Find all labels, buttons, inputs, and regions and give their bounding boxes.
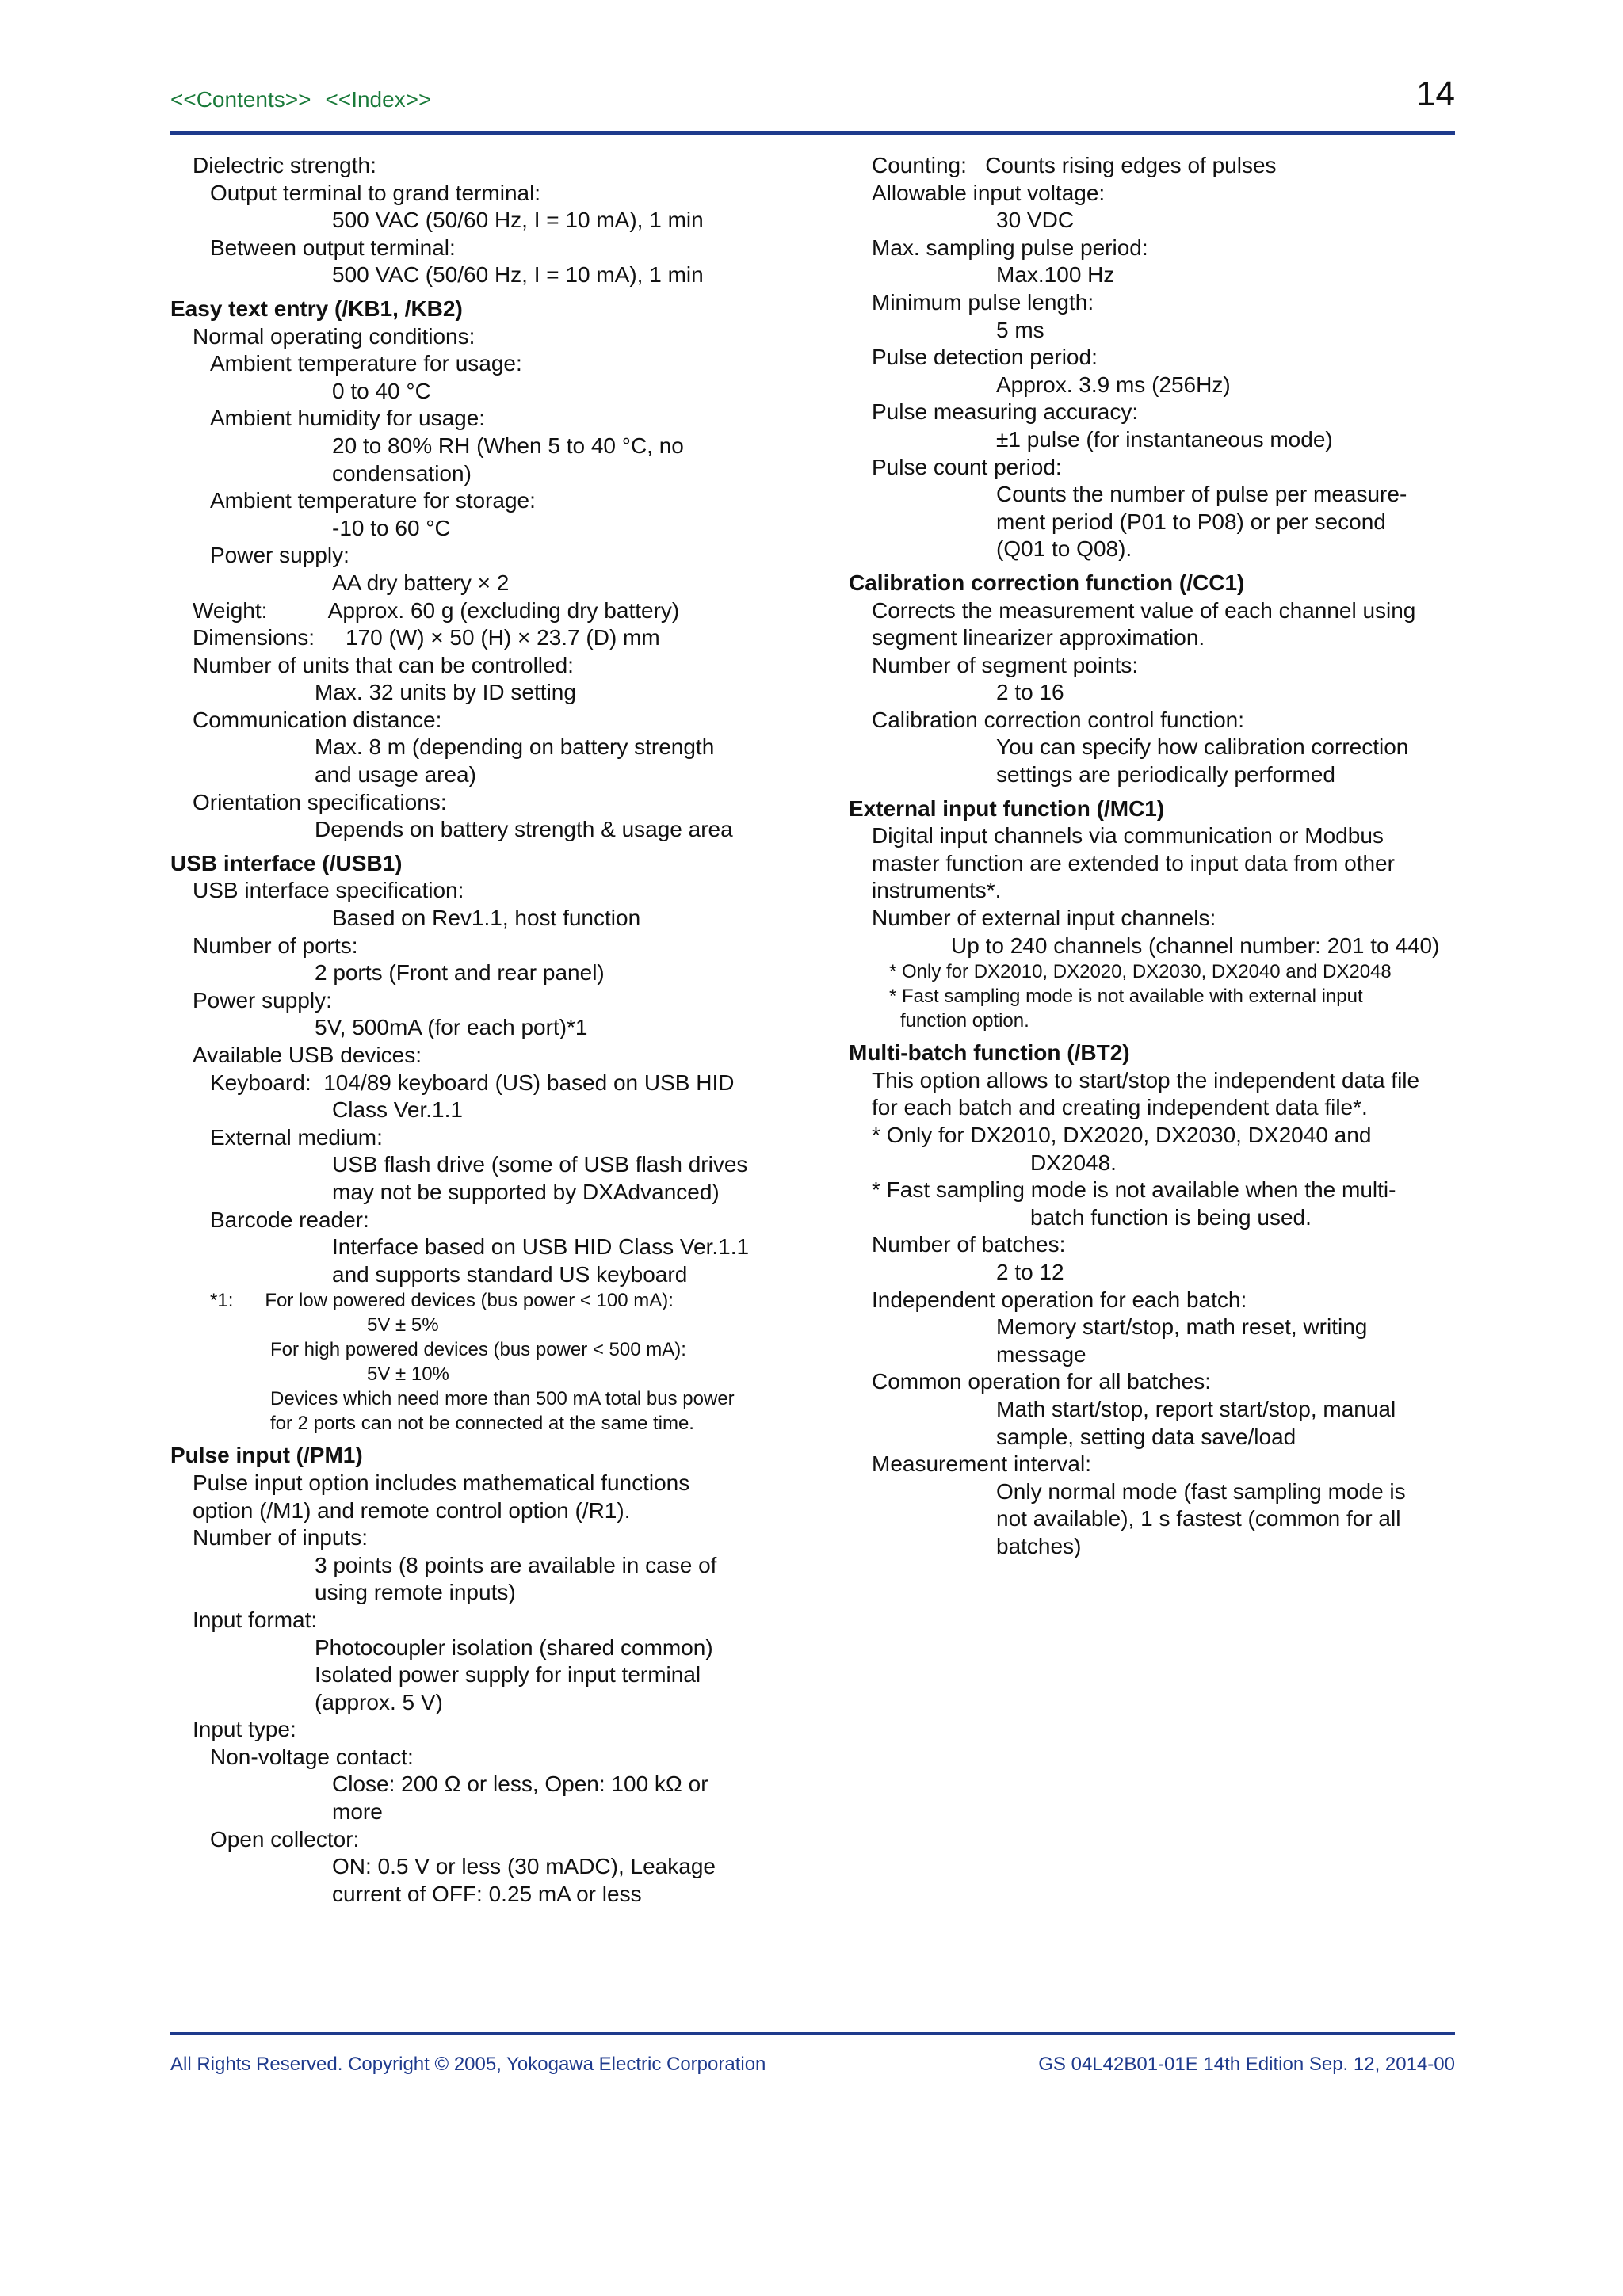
spec-line: ON: 0.5 V or less (30 mADC), Leakage: [332, 1854, 716, 1879]
spec-line: Photocoupler isolation (shared common): [315, 1634, 713, 1660]
spec-line: settings are periodically performed: [996, 762, 1335, 788]
spec-line: condensation): [332, 460, 472, 486]
spec-line: Devices which need more than 500 mA total bus power: [270, 1388, 735, 1410]
spec-line: Number of ports:: [193, 933, 358, 958]
left-column: [170, 152, 852, 1908]
spec-line: Ambient temperature for usage:: [210, 351, 522, 376]
section-heading: Pulse input (/PM1): [170, 1443, 363, 1468]
spec-line: This option allows to start/stop the independent data file: [872, 1067, 1420, 1093]
spec-line: may not be supported by DXAdvanced): [332, 1179, 720, 1204]
spec-line: 5V ± 10%: [367, 1363, 449, 1386]
spec-line: Weight: Approx. 60 g (excluding dry battery): [193, 597, 680, 623]
spec-line: For high powered devices (bus power < 500 mA):: [270, 1339, 686, 1361]
spec-line: -10 to 60 °C: [332, 515, 451, 540]
right-column: [849, 152, 1459, 1561]
spec-line: function option.: [900, 1010, 1029, 1032]
section-heading: USB interface (/USB1): [170, 850, 403, 875]
spec-line: Digital input channels via communication or Modbus: [872, 823, 1384, 849]
spec-line: ±1 pulse (for instantaneous mode): [996, 426, 1333, 452]
spec-line: 500 VAC (50/60 Hz, I = 10 mA), 1 min: [332, 262, 704, 288]
spec-line: Number of inputs:: [193, 1525, 368, 1550]
spec-line: 2 to 12: [996, 1259, 1064, 1284]
spec-line: Pulse measuring accuracy:: [872, 399, 1139, 425]
spec-line: Ambient temperature for storage:: [210, 488, 536, 513]
spec-line: (approx. 5 V): [315, 1689, 443, 1714]
spec-line: Keyboard: 104/89 keyboard (US) based on USB HID: [210, 1070, 735, 1095]
spec-line: Input format:: [193, 1607, 318, 1632]
page-number: 14: [1416, 74, 1455, 113]
spec-line: ment period (P01 to P08) or per second: [996, 509, 1386, 534]
contents-link[interactable]: <<Contents>>: [170, 87, 311, 112]
spec-line: Pulse detection period:: [872, 345, 1098, 370]
spec-line: 5 ms: [996, 317, 1044, 342]
spec-line: and supports standard US keyboard: [332, 1261, 688, 1287]
spec-line: Common operation for all batches:: [872, 1369, 1211, 1394]
spec-line: Number of units that can be controlled:: [193, 652, 574, 677]
spec-line: Dielectric strength:: [193, 153, 376, 177]
spec-line: instruments*.: [872, 878, 1002, 903]
spec-line: 2 ports (Front and rear panel): [315, 960, 605, 986]
spec-line: 5V, 500mA (for each port)*1: [315, 1015, 588, 1040]
spec-line: Based on Rev1.1, host function: [332, 906, 641, 931]
spec-line: * Fast sampling mode is not available with external input: [889, 986, 1363, 1008]
spec-line: Input type:: [193, 1717, 296, 1742]
spec-line: Max. 8 m (depending on battery strength: [315, 734, 715, 760]
spec-line: for each batch and creating independent data file*.: [872, 1095, 1368, 1120]
spec-line: for 2 ports can not be connected at the same time.: [270, 1413, 694, 1435]
spec-line: 500 VAC (50/60 Hz, I = 10 mA), 1 min: [332, 208, 704, 233]
spec-line: master function are extended to input data from other: [872, 850, 1395, 875]
spec-line: AA dry battery × 2: [332, 570, 510, 595]
spec-line: Available USB devices:: [193, 1043, 422, 1067]
spec-line: Orientation specifications:: [193, 789, 447, 814]
spec-line: Calibration correction control function:: [872, 707, 1245, 732]
spec-line: Power supply:: [193, 987, 332, 1013]
spec-line: Non-voltage contact:: [210, 1744, 414, 1769]
spec-line: Dimensions: 170 (W) × 50 (H) × 23.7 (D) mm: [193, 625, 660, 650]
spec-line: batches): [996, 1533, 1082, 1558]
spec-line: Class Ver.1.1: [332, 1097, 463, 1123]
header-nav: [170, 87, 431, 113]
spec-line: and usage area): [315, 762, 476, 788]
spec-line: Interface based on USB HID Class Ver.1.1: [332, 1234, 750, 1260]
spec-line: Ambient humidity for usage:: [210, 406, 486, 431]
spec-line: Output terminal to grand terminal:: [210, 180, 541, 205]
spec-line: Communication distance:: [193, 707, 442, 732]
spec-line: not available), 1 s fastest (common for all: [996, 1506, 1401, 1531]
spec-line: 2 to 16: [996, 680, 1064, 705]
spec-line: * Only for DX2010, DX2020, DX2030, DX2040 and DX2048: [889, 961, 1392, 983]
header-divider: [170, 131, 1455, 135]
spec-line: 3 points (8 points are available in case of: [315, 1552, 717, 1577]
spec-line: Counting: Counts rising edges of pulses: [872, 153, 1277, 177]
spec-line: Memory start/stop, math reset, writing: [996, 1314, 1368, 1340]
spec-line: more: [332, 1799, 383, 1825]
spec-line: Measurement interval:: [872, 1451, 1092, 1477]
section-heading: Easy text entry (/KB1, /KB2): [170, 296, 463, 321]
spec-line: Barcode reader:: [210, 1207, 369, 1232]
spec-line: Power supply:: [210, 543, 349, 568]
spec-line: Between output terminal:: [210, 235, 456, 260]
spec-line: Number of external input channels:: [872, 906, 1216, 931]
spec-line: Only normal mode (fast sampling mode is: [996, 1478, 1406, 1504]
spec-line: 0 to 40 °C: [332, 378, 431, 403]
spec-line: Max. sampling pulse period:: [872, 235, 1148, 260]
spec-line: message: [996, 1341, 1086, 1367]
spec-line: * Only for DX2010, DX2020, DX2030, DX2040 and: [872, 1123, 1372, 1147]
spec-line: Pulse count period:: [872, 454, 1062, 479]
spec-line: DX2048.: [1030, 1150, 1117, 1175]
footer-copyright: All Rights Reserved. Copyright © 2005, Yokogawa Electric Corporation: [170, 2054, 766, 2075]
spec-line: Number of segment points:: [872, 652, 1139, 677]
spec-line: USB interface specification:: [193, 878, 464, 903]
spec-line: Isolated power supply for input terminal: [315, 1662, 701, 1688]
spec-line: Corrects the measurement value of each channel using: [872, 597, 1416, 623]
spec-line: 20 to 80% RH (When 5 to 40 °C, no: [332, 433, 684, 458]
section-heading: Calibration correction function (/CC1): [849, 570, 1245, 595]
spec-line: Normal operating conditions:: [193, 323, 475, 349]
spec-line: *1: For low powered devices (bus power < 100 mA):: [210, 1290, 674, 1312]
spec-line: Independent operation for each batch:: [872, 1287, 1247, 1312]
spec-line: Close: 200 Ω or less, Open: 100 kΩ or: [332, 1772, 708, 1797]
spec-line: Open collector:: [210, 1826, 360, 1852]
spec-line: Counts the number of pulse per measure-: [996, 482, 1407, 507]
spec-line: option (/M1) and remote control option (/R1).: [193, 1497, 631, 1523]
spec-line: current of OFF: 0.25 mA or less: [332, 1881, 642, 1906]
index-link[interactable]: <<Index>>: [325, 87, 432, 112]
spec-line: External medium:: [210, 1124, 383, 1150]
spec-line: (Q01 to Q08).: [996, 536, 1132, 562]
spec-line: Number of batches:: [872, 1232, 1066, 1257]
spec-line: Approx. 3.9 ms (256Hz): [996, 372, 1231, 397]
spec-line: Math start/stop, report start/stop, manual: [996, 1396, 1396, 1421]
section-heading: Multi-batch function (/BT2): [849, 1040, 1130, 1066]
spec-line: Minimum pulse length:: [872, 289, 1094, 315]
spec-line: batch function is being used.: [1030, 1204, 1312, 1230]
spec-line: Depends on battery strength & usage area: [315, 817, 733, 842]
spec-line: 5V ± 5%: [367, 1314, 439, 1337]
spec-line: sample, setting data save/load: [996, 1424, 1296, 1449]
spec-line: * Fast sampling mode is not available when the multi-: [872, 1177, 1396, 1203]
spec-line: Pulse input option includes mathematical functions: [193, 1470, 690, 1495]
footer-document-id: GS 04L42B01-01E 14th Edition Sep. 12, 2014-00: [1038, 2054, 1455, 2075]
spec-line: 30 VDC: [996, 208, 1075, 233]
spec-line: Allowable input voltage:: [872, 180, 1106, 205]
footer-divider: [170, 2032, 1455, 2035]
section-heading: External input function (/MC1): [849, 795, 1165, 821]
spec-line: Max. 32 units by ID setting: [315, 680, 576, 705]
spec-line: using remote inputs): [315, 1580, 516, 1605]
spec-line: USB flash drive (some of USB flash drives: [332, 1152, 748, 1177]
spec-line: Max.100 Hz: [996, 262, 1115, 288]
spec-line: Up to 240 channels (channel number: 201 to 440): [951, 933, 1440, 958]
spec-line: segment linearizer approximation.: [872, 625, 1205, 650]
spec-line: You can specify how calibration correction: [996, 734, 1409, 760]
